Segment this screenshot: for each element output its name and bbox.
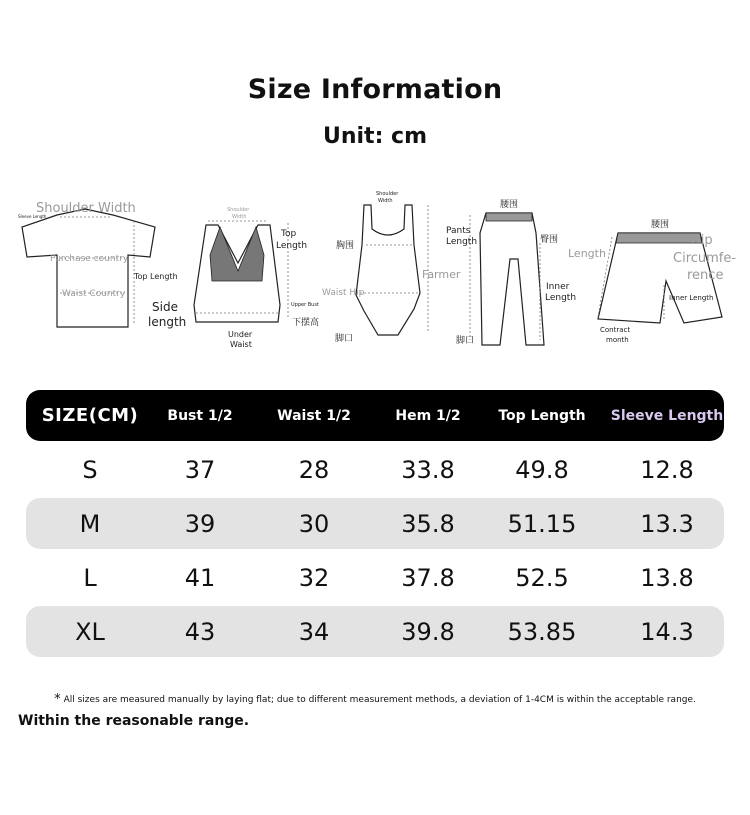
cell-bust: 39 bbox=[184, 509, 216, 538]
unit-label: Unit: cm bbox=[322, 124, 427, 149]
header-size: SIZE(CM) bbox=[41, 405, 139, 426]
cell-hem: 35.8 bbox=[401, 509, 455, 538]
bra-top-length-label-2: Length bbox=[276, 241, 308, 251]
cell-hem: 37.8 bbox=[401, 563, 455, 592]
cell-size: L bbox=[83, 563, 97, 592]
leggings-inner-length-label-2: Length bbox=[545, 293, 577, 303]
cell-sleeve-length: 13.3 bbox=[640, 509, 694, 538]
leggings-diagram bbox=[446, 199, 576, 346]
shorts-contract-label-2: month bbox=[606, 336, 629, 344]
shorts-hip-label-1: Hip bbox=[691, 233, 713, 248]
tshirt-shoulder-width-label: Shoulder Width bbox=[36, 201, 136, 216]
bra-under-waist-label-2: Waist bbox=[230, 340, 252, 349]
cell-hem: 39.8 bbox=[401, 617, 455, 646]
cell-top-length: 51.15 bbox=[507, 509, 577, 538]
size-table-header bbox=[26, 390, 724, 441]
bra-top-length-label: Top bbox=[281, 229, 297, 239]
header-top-length: Top Length bbox=[498, 407, 586, 424]
cell-size: S bbox=[82, 455, 98, 484]
cell-top-length: 52.5 bbox=[515, 563, 569, 592]
bra-side-length-label-2: length bbox=[148, 315, 187, 329]
size-table bbox=[26, 390, 724, 657]
shorts-contract-label: Contract bbox=[600, 326, 631, 334]
svg-text:Shoulder: Shoulder bbox=[227, 207, 250, 213]
leggings-pants-length-label-2: Length bbox=[446, 237, 478, 247]
svg-text:Width: Width bbox=[378, 198, 393, 204]
cell-size: M bbox=[79, 509, 101, 538]
cell-bust: 41 bbox=[184, 563, 216, 592]
shorts-hip-label-2: Circumfe- bbox=[673, 251, 737, 266]
header-bust: Bust 1/2 bbox=[167, 407, 233, 424]
table-row bbox=[26, 444, 724, 495]
table-row bbox=[26, 606, 724, 657]
tshirt-purchase-country-label: Purchase country bbox=[50, 254, 129, 264]
shorts-inner-length-label: Inner Length bbox=[669, 294, 714, 302]
table-row bbox=[26, 552, 724, 603]
reasonable-range-text: Within the reasonable range. bbox=[18, 713, 250, 729]
leggings-hip-label: 臀围 bbox=[540, 235, 559, 245]
table-row bbox=[26, 498, 724, 549]
measurement-note-text: All sizes are measured manually by laying flat; due to different measurement methods, a deviation of 1-4CM is within the acceptable range. bbox=[63, 695, 696, 705]
bodysuit-waist-hip-label: Waist Hip bbox=[322, 288, 365, 298]
header-waist: Waist 1/2 bbox=[277, 407, 351, 424]
leggings-leg-opening-label: 脚口 bbox=[456, 336, 475, 346]
leggings-inner-length-label: Inner bbox=[546, 282, 570, 292]
cell-sleeve-length: 13.8 bbox=[640, 563, 694, 592]
bodysuit-diagram bbox=[322, 191, 461, 344]
shorts-length-label: Length bbox=[568, 247, 606, 260]
header-hem: Hem 1/2 bbox=[395, 407, 461, 424]
shorts-waist-label: 腰围 bbox=[651, 220, 670, 230]
cell-waist: 30 bbox=[298, 509, 330, 538]
bodysuit-chest-label: 胸围 bbox=[336, 241, 355, 251]
bra-lower-hem-height-label: 下摆高 bbox=[292, 318, 320, 328]
cell-sleeve-length: 14.3 bbox=[640, 617, 694, 646]
header-sleeve-length: Sleeve Length bbox=[610, 407, 724, 424]
bodysuit-farmer-label: Farmer bbox=[422, 268, 461, 281]
shorts-hip-label-3: rence bbox=[687, 268, 724, 283]
cell-hem: 33.8 bbox=[401, 455, 455, 484]
leggings-pants-length-label: Pants bbox=[446, 226, 471, 236]
tshirt-top-length-label: Top Length bbox=[134, 272, 178, 281]
tshirt-waist-country-label: Waist Country bbox=[62, 289, 126, 299]
garment-illustrations bbox=[0, 185, 750, 355]
cell-size: XL bbox=[75, 617, 105, 646]
cell-bust: 37 bbox=[184, 455, 216, 484]
page-title: Size Information bbox=[247, 74, 503, 105]
leggings-waist-label: 腰围 bbox=[500, 200, 519, 210]
bra-under-waist-label: Under bbox=[228, 330, 253, 339]
cell-waist: 34 bbox=[298, 617, 330, 646]
cell-sleeve-length: 12.8 bbox=[640, 455, 694, 484]
bra-side-length-label: Side bbox=[152, 300, 178, 314]
cell-top-length: 49.8 bbox=[515, 455, 569, 484]
measurement-note bbox=[0, 692, 750, 707]
cell-waist: 32 bbox=[298, 563, 330, 592]
cell-top-length: 53.85 bbox=[507, 617, 577, 646]
bra-upper-bust-label: Upper Bust bbox=[291, 302, 319, 308]
bodysuit-leg-opening-label: 脚口 bbox=[335, 334, 354, 344]
svg-text:Shoulder: Shoulder bbox=[376, 191, 399, 197]
tshirt-sleeve-length-label: Sleeve Length bbox=[18, 214, 47, 219]
asterisk: * bbox=[54, 692, 61, 707]
cell-bust: 43 bbox=[184, 617, 216, 646]
cell-waist: 28 bbox=[298, 455, 330, 484]
shorts-diagram bbox=[568, 219, 736, 344]
svg-text:Width: Width bbox=[232, 214, 247, 220]
